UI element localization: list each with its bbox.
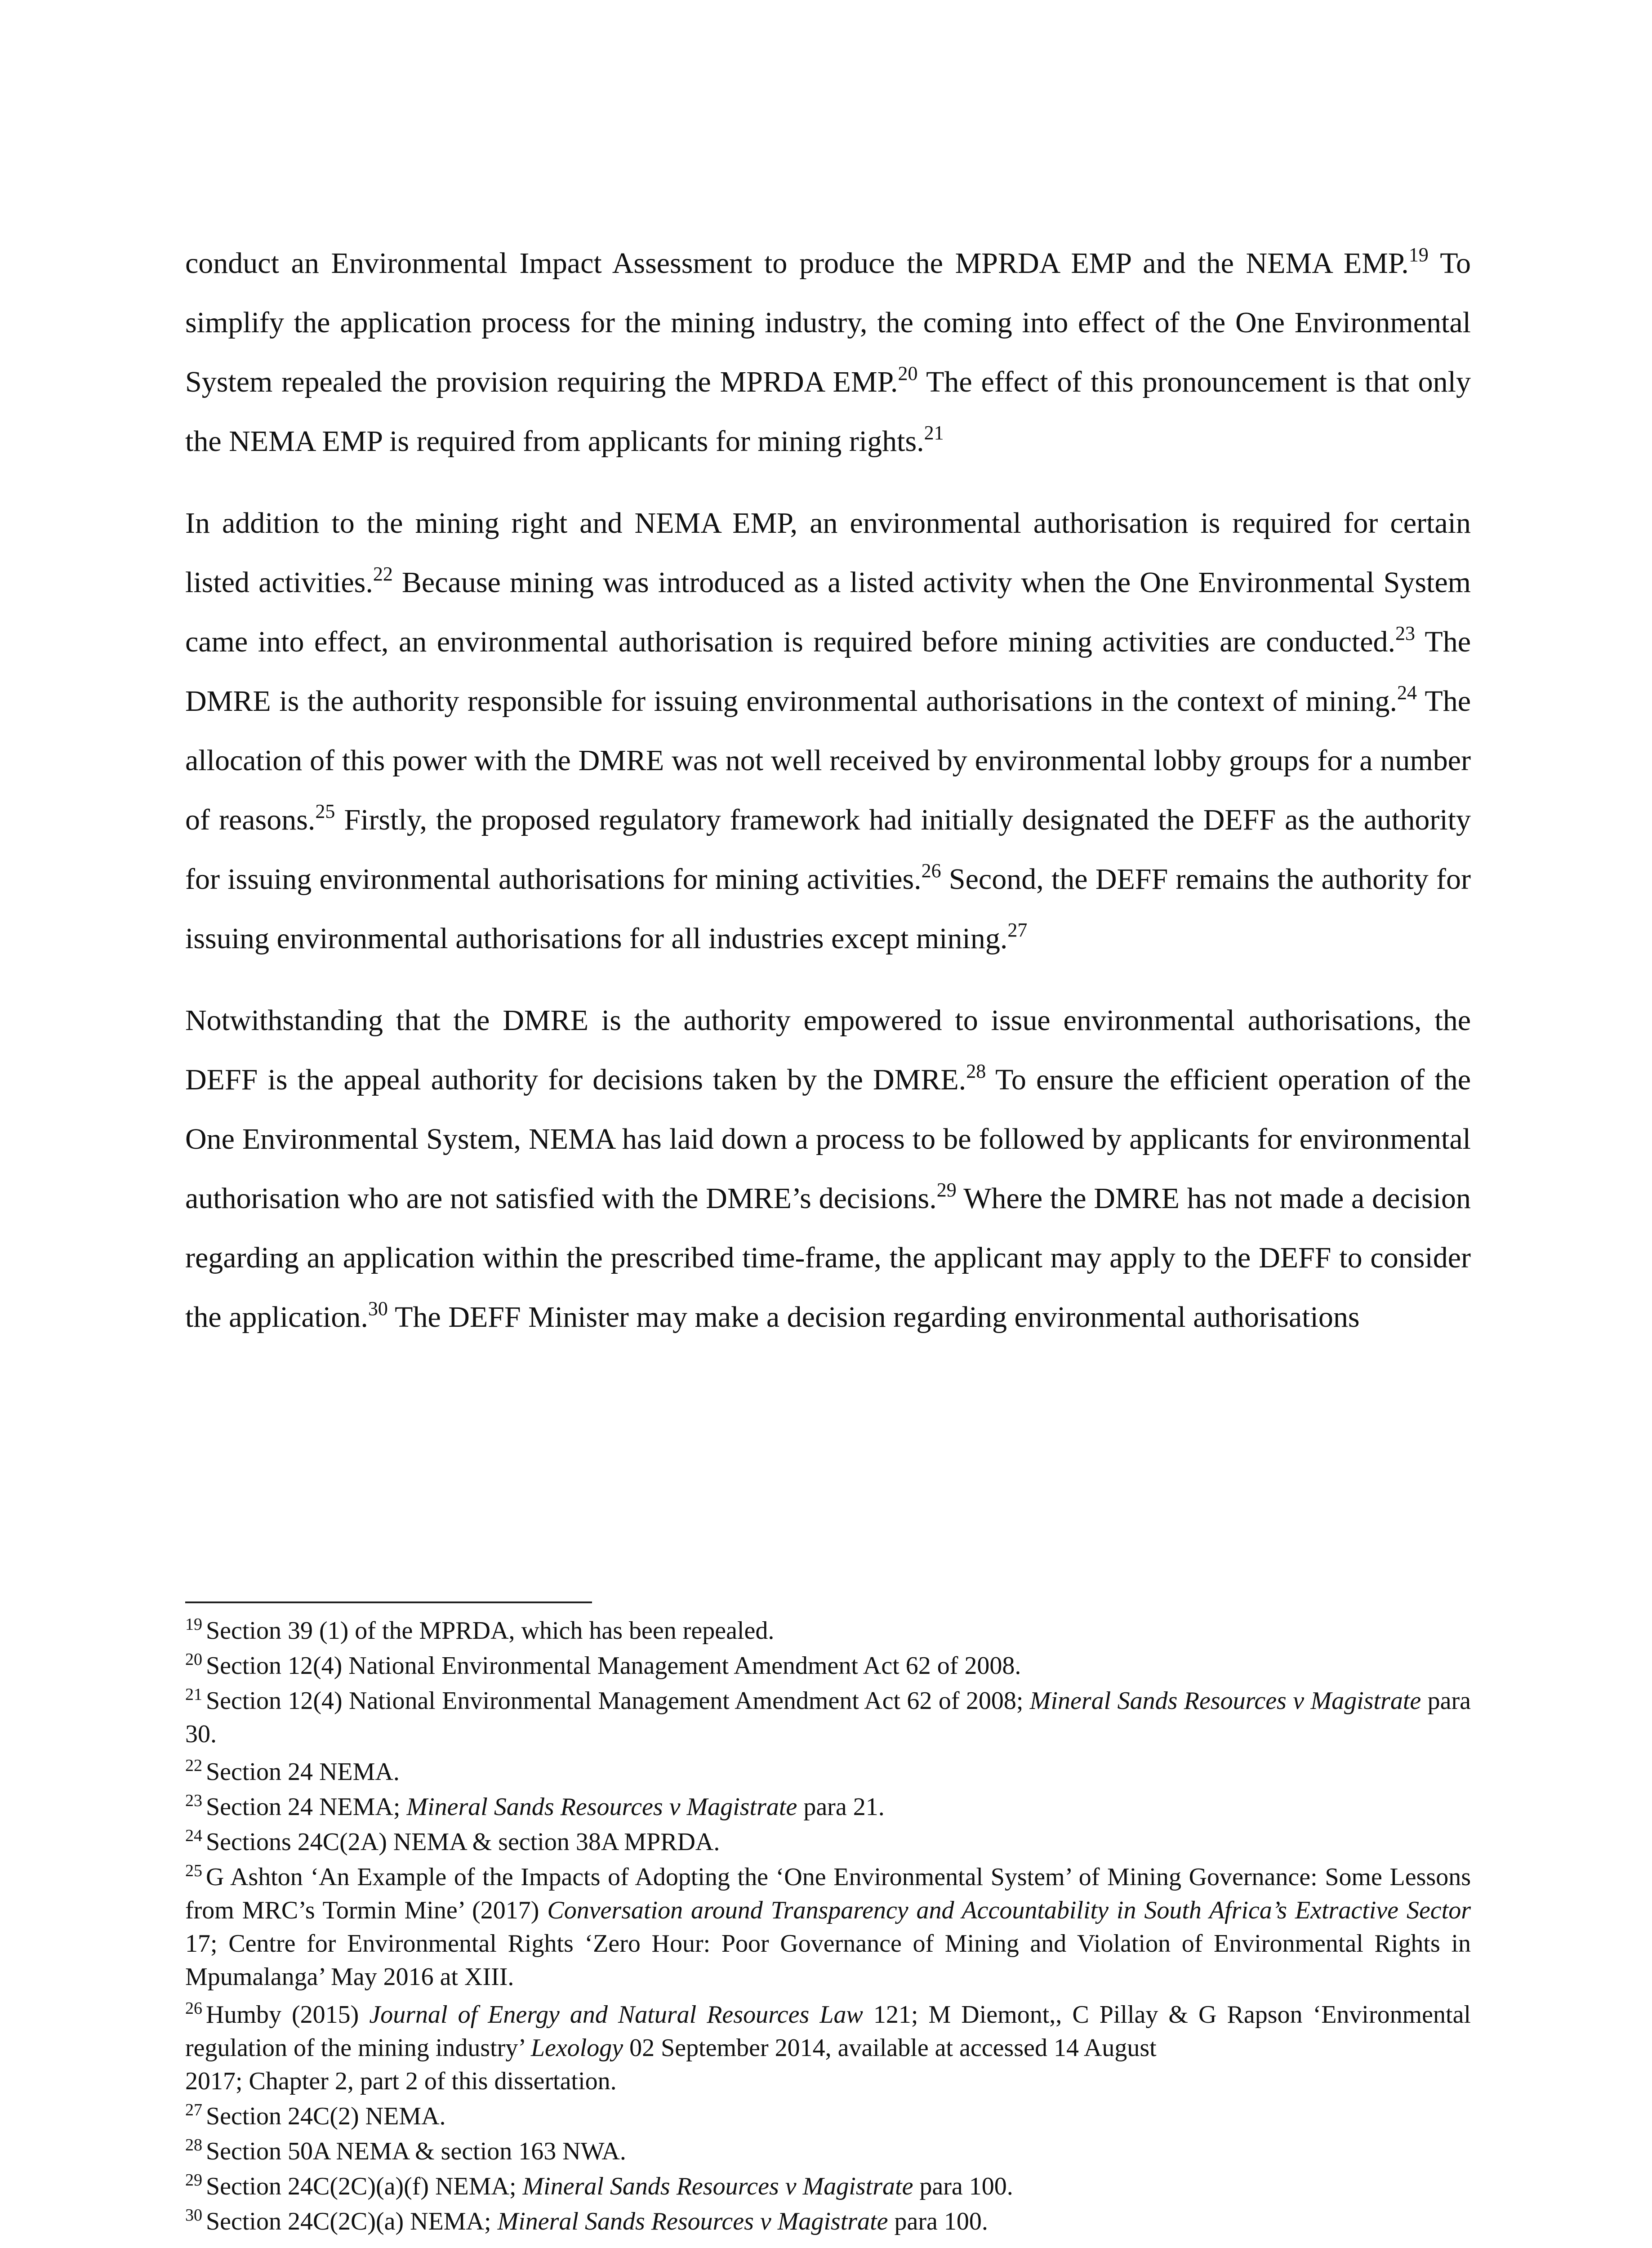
- footnote-number: 22: [185, 1756, 202, 1775]
- journal-title: Journal of Energy and Natural Resources Law: [369, 2001, 863, 2029]
- footnote-text: Section 12(4) National Environmental Management Amendment Act 62 of 2008.: [206, 1652, 1021, 1680]
- footnote-text: Section 24C(2C)(a)(f) NEMA;: [206, 2172, 523, 2200]
- footnote-ref-22[interactable]: 22: [373, 563, 393, 585]
- footnote-25: [185, 1860, 1471, 1994]
- paragraph-text: The DMRE is the authority responsible for issuing environmental authorisations in the context of mining.: [185, 625, 1471, 718]
- footnote-22: [185, 1755, 1471, 1789]
- footnote-23: [185, 1790, 1471, 1824]
- footnote-30: [185, 2205, 1471, 2238]
- footnote-ref-26[interactable]: 26: [921, 860, 941, 882]
- footnote-ref-29[interactable]: 29: [936, 1179, 957, 1201]
- paragraph-text: Because mining was introduced as a listed activity when the One Environmental System came into effect, an environmental authorisation is required before mining activities are conducted.: [185, 566, 1471, 658]
- footnote-number: 26: [185, 1999, 202, 2018]
- journal-title: Conversation around Transparency and Accountability in South Africa’s Extractive Sector: [547, 1896, 1471, 1924]
- case-citation: Mineral Sands Resources v Magistrate: [497, 2208, 888, 2235]
- paragraph-text: Firstly, the proposed regulatory framework had initially designated the DEFF as the authority for issuing environmental authorisations for mining activities.: [185, 803, 1471, 896]
- footnote-ref-27[interactable]: 27: [1007, 919, 1028, 941]
- footnote-text: Section 39 (1) of the MPRDA, which has been repealed.: [206, 1617, 775, 1645]
- footnote-number: 20: [185, 1650, 202, 1669]
- case-citation: Mineral Sands Resources v Magistrate: [406, 1793, 797, 1821]
- footnote-20: [185, 1649, 1471, 1682]
- paragraph-text: To simplify the application process for the mining industry, the coming into effect of the One Environmental System repealed the provision requiring the MPRDA EMP.: [185, 247, 1471, 398]
- footnote-ref-28[interactable]: 28: [966, 1060, 986, 1082]
- paragraph-text: Notwithstanding that the DMRE is the authority empowered to issue environmental authorisations, the DEFF is the appeal authority for decisions taken by the DMRE.: [185, 1004, 1471, 1096]
- footnote-text: Section 24 NEMA;: [206, 1793, 407, 1821]
- footnote-ref-23[interactable]: 23: [1395, 622, 1416, 644]
- paragraph-text: In addition to the mining right and NEMA EMP, an environmental authorisation is required for certain listed activities.: [185, 507, 1471, 599]
- case-citation: Mineral Sands Resources v Magistrate: [522, 2172, 913, 2200]
- paragraph-text: The allocation of this power with the DMRE was not well received by environmental lobby groups for a number of reasons.: [185, 685, 1471, 836]
- footnote-number: 29: [185, 2171, 202, 2190]
- footnote-21: [185, 1684, 1471, 1751]
- footnote-29: [185, 2170, 1471, 2203]
- footnote-28: [185, 2135, 1471, 2168]
- footnote-text: para 30.: [185, 1687, 1471, 1748]
- paragraph-3: [185, 991, 1471, 1347]
- paragraph-text: Where the DMRE has not made a decision regarding an application within the prescribed time-frame, the applicant may apply to the DEFF to consider the application.: [185, 1182, 1471, 1334]
- footnote-number: 30: [185, 2206, 202, 2225]
- footnote-text: Section 24C(2C)(a) NEMA;: [206, 2208, 498, 2235]
- footnote-number: 23: [185, 1791, 202, 1810]
- footnote-text: 2017; Chapter 2, part 2 of this dissertation.: [185, 2067, 617, 2095]
- footnote-text: Section 50A NEMA & section 163 NWA.: [206, 2137, 626, 2165]
- footnote-number: 19: [185, 1615, 202, 1634]
- footnote-text: Section 24C(2) NEMA.: [206, 2102, 446, 2130]
- footnote-text: para 100.: [888, 2208, 988, 2235]
- footnote-number: 21: [185, 1685, 202, 1704]
- footnote-ref-25[interactable]: 25: [315, 800, 335, 822]
- paragraph-text: The DEFF Minister may make a decision regarding environmental authorisations: [387, 1301, 1360, 1334]
- footnote-ref-30[interactable]: 30: [368, 1298, 388, 1320]
- footnote-text: Section 12(4) National Environmental Management Amendment Act 62 of 2008;: [206, 1687, 1030, 1715]
- footnote-number: 28: [185, 2136, 202, 2154]
- footnote-24: [185, 1825, 1471, 1859]
- footnote-text: 121; M Diemont,, C Pillay & G Rapson ‘Environmental regulation of the mining industry’: [185, 2001, 1471, 2062]
- paragraph-text: Second, the DEFF remains the authority for issuing environmental authorisations for all industries except mining.: [185, 863, 1471, 955]
- footnotes: [185, 1614, 1471, 2240]
- footnote-text: Section 24 NEMA.: [206, 1758, 400, 1786]
- case-citation: Mineral Sands Resources v Magistrate: [1029, 1687, 1421, 1715]
- footnote-ref-19[interactable]: 19: [1408, 244, 1429, 266]
- footnote-27: [185, 2100, 1471, 2133]
- footnote-text: Humby (2015): [206, 2001, 370, 2029]
- footnote-number: 24: [185, 1826, 202, 1845]
- paragraph-2: [185, 494, 1471, 968]
- footnote-text: 17; Centre for Environmental Rights ‘Zero Hour: Poor Governance of Mining and Violation of Environmental Rights in Mpumalanga’ May 2016 at XIII.: [185, 1930, 1471, 1991]
- footnote-number: 25: [185, 1861, 202, 1880]
- footnote-ref-24[interactable]: 24: [1397, 682, 1417, 704]
- footnote-ref-20[interactable]: 20: [898, 362, 918, 384]
- paragraph-1: [185, 234, 1471, 471]
- footnote-text: Sections 24C(2A) NEMA & section 38A MPRDA.: [206, 1828, 720, 1856]
- footnote-text: para 21.: [797, 1793, 885, 1821]
- footnote-number: 27: [185, 2101, 202, 2119]
- paragraph-text: conduct an Environmental Impact Assessment to produce the MPRDA EMP and the NEMA EMP.: [185, 247, 1409, 280]
- paragraph-text: To ensure the efficient operation of the One Environmental System, NEMA has laid down a process to be followed by applicants for environmental authorisation who are not satisfied with the DMRE’s decisions.: [185, 1063, 1471, 1215]
- body-text: [185, 234, 1471, 1369]
- footnote-19: [185, 1614, 1471, 1647]
- journal-title: Lexology: [530, 2034, 623, 2062]
- footnote-separator: [185, 1601, 592, 1603]
- footnote-ref-21[interactable]: 21: [924, 422, 944, 444]
- paragraph-text: The effect of this pronouncement is that only the NEMA EMP is required from applicants for mining rights.: [185, 366, 1471, 458]
- footnote-text: para 100.: [913, 2172, 1013, 2200]
- footnote-text: 02 September 2014, available at accessed 14 August: [623, 2034, 1157, 2062]
- footnote-26: [185, 1998, 1471, 2098]
- footnote-text: G Ashton ‘An Example of the Impacts of Adopting the ‘One Environmental System’ of Mining Governance: Some Lessons from MRC’s Tormin Mine’ (2017): [185, 1863, 1471, 1924]
